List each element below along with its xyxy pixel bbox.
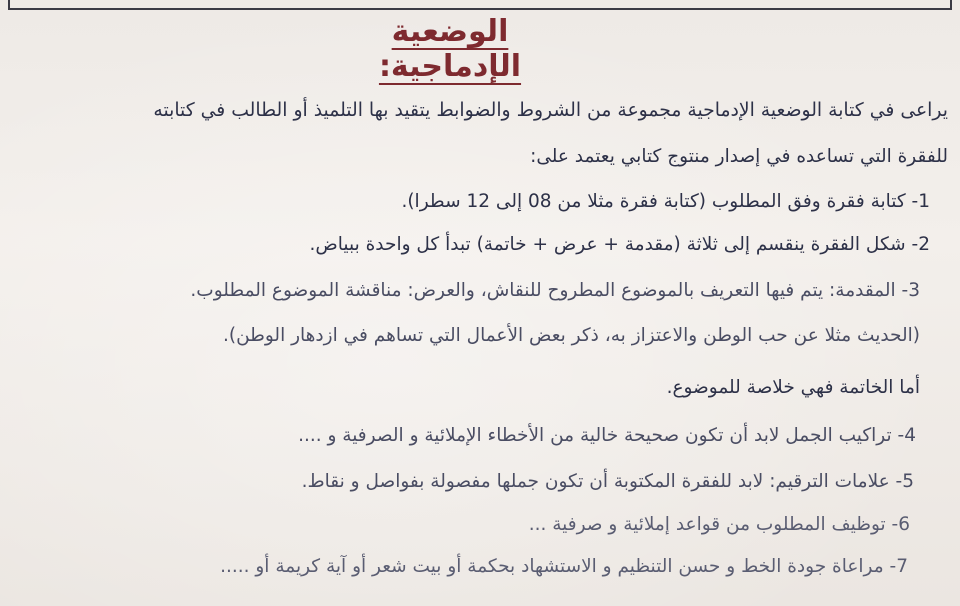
text-line-6: (الحديث مثلا عن حب الوطن والاعتزاز به، ذكر بعض الأعمال التي تساهم في ازدهار الوطن).	[222, 325, 920, 346]
page-title: الوضعية الإدماجية:	[378, 14, 522, 84]
text-line-5: 3- المقدمة: يتم فيها التعريف بالموضوع المطروح للنقاش، والعرض: مناقشة الموضوع المطلوب.	[190, 280, 920, 301]
text-line-2: للفقرة التي تساعده في إصدار منتوج كتابي يعتمد على:	[530, 146, 948, 167]
text-line-8: 4- تراكيب الجمل لابد أن تكون صحيحة خالية من الأخطاء الإملائية و الصرفية و ....	[298, 425, 916, 446]
text-line-11: 7- مراعاة جودة الخط و حسن التنظيم و الاستشهاد بحكمة أو بيت شعر أو آية كريمة أو .....	[220, 556, 908, 577]
text-line-9: 5- علامات الترقيم: لابد للفقرة المكتوبة أن تكون جملها مفصولة بفواصل و نقاط.	[301, 471, 914, 492]
text-line-4: 2- شكل الفقرة ينقسم إلى ثلاثة (مقدمة + عرض + خاتمة) تبدأ كل واحدة ببياض.	[309, 234, 930, 255]
text-line-10: 6- توظيف المطلوب من قواعد إملائية و صرفية ...	[528, 514, 910, 535]
text-line-7: أما الخاتمة فهي خلاصة للموضوع.	[666, 377, 920, 398]
frame-border	[8, 0, 952, 10]
text-line-1: يراعى في كتابة الوضعية الإدماجية مجموعة من الشروط والضوابط يتقيد بها التلميذ أو الطالب في كتابته	[153, 100, 948, 121]
text-line-3: 1- كتابة فقرة وفق المطلوب (كتابة فقرة مثلا من 08 إلى 12 سطرا).	[401, 191, 930, 212]
